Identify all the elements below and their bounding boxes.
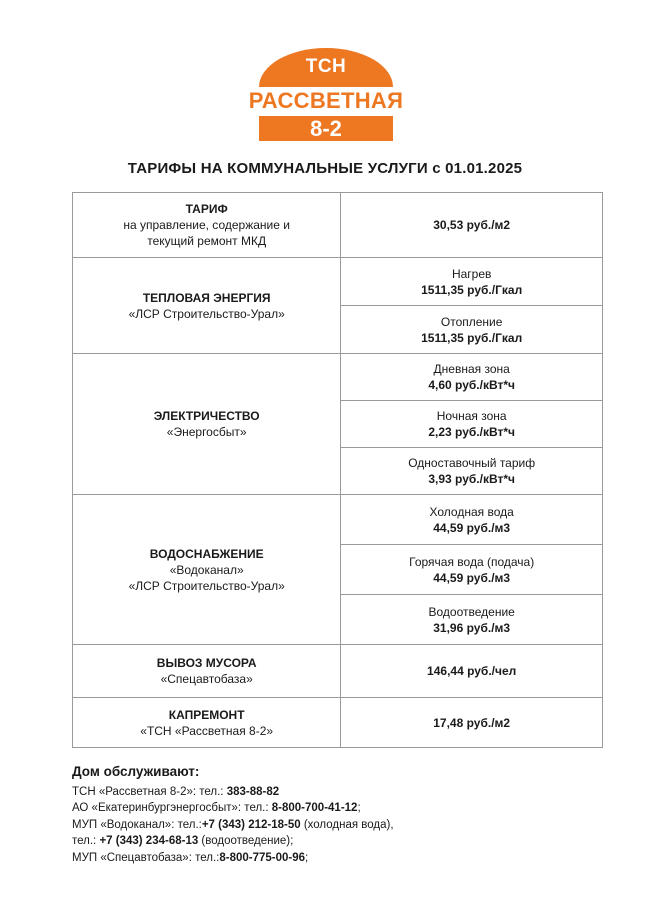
tariff-value: 44,59 руб./м3 — [433, 570, 511, 585]
tariff-value: 1511,35 руб./Гкал — [421, 282, 523, 297]
logo — [226, 48, 426, 144]
contact-line — [72, 850, 394, 867]
tariff-label: Отопление — [440, 314, 503, 329]
value-cell — [341, 401, 603, 448]
tariff-value: 44,59 руб./м3 — [433, 520, 511, 535]
service-name: ЭЛЕКТРИЧЕСТВО — [153, 409, 260, 423]
contact-text: тел.: — [72, 835, 100, 847]
contact-phone: 8-800-700-41-12 — [271, 802, 358, 814]
contact-suffix: ; — [357, 802, 361, 814]
tariff-value: 2,23 руб./кВт*ч — [428, 425, 515, 439]
value-cell — [341, 495, 603, 545]
table-row-water — [73, 495, 603, 545]
logo-number: 8-2 — [259, 116, 393, 141]
contact-phone: 383-88-82 — [226, 785, 280, 798]
contact-text: АО «Екатеринбургэнергосбыт»: тел.: — [72, 802, 272, 814]
contacts-heading: Дом обслуживают: — [72, 764, 200, 779]
tariff-label: Одноставочный тариф — [408, 456, 536, 470]
contact-line — [72, 800, 394, 817]
value-cell — [341, 698, 603, 748]
value-cell — [341, 354, 603, 401]
contact-suffix: ; — [305, 851, 309, 864]
service-cell — [73, 698, 341, 748]
service-cell — [73, 354, 341, 495]
contact-suffix: (холодная вода), — [300, 818, 394, 831]
value-cell — [341, 306, 603, 354]
tariff-value: 31,96 руб./м3 — [433, 620, 511, 635]
service-provider: «ТСН «Рассветная 8-2» — [140, 723, 274, 738]
service-name: КАПРЕМОНТ — [168, 707, 245, 722]
tariff-value: 30,53 руб./м2 — [433, 218, 511, 232]
service-cell — [73, 495, 341, 645]
contact-phone: +7 (343) 234-68-13 — [99, 835, 199, 847]
service-description: текущий ремонт МКД — [147, 234, 267, 248]
service-name: ВЫВОЗ МУСОРА — [156, 656, 257, 670]
service-name: ТЕПЛОВАЯ ЭНЕРГИЯ — [142, 290, 271, 305]
value-cell — [341, 448, 603, 495]
service-cell — [73, 193, 341, 258]
value-cell — [341, 193, 603, 258]
contact-text: МУП «Водоканал»: тел.: — [72, 818, 202, 831]
tariff-value: 4,60 руб./кВт*ч — [428, 378, 515, 392]
tariff-label: Ночная зона — [436, 409, 507, 423]
service-description: на управление, содержание и — [123, 218, 290, 232]
tariff-value: 1511,35 руб./Гкал — [421, 330, 523, 345]
tariff-value: 17,48 руб./м2 — [433, 715, 511, 730]
service-provider: «ЛСР Строительство-Урал» — [128, 578, 285, 593]
contact-line — [72, 784, 394, 801]
contact-phone: +7 (343) 212-18-50 — [201, 818, 301, 831]
tariffs-table — [72, 192, 603, 748]
contacts-section — [72, 764, 394, 866]
service-cell — [73, 258, 341, 354]
tariff-label: Нагрев — [451, 266, 492, 281]
tariff-label: Водоотведение — [428, 604, 515, 619]
table-row-heat — [73, 258, 603, 306]
contact-line — [72, 817, 394, 834]
contact-suffix: (водоотведение); — [198, 835, 294, 847]
tariff-label: Горячая вода (подача) — [409, 554, 535, 569]
service-provider: «Энергосбыт» — [166, 425, 247, 439]
table-row-repair — [73, 698, 603, 748]
service-name: ВОДОСНАБЖЕНИЕ — [149, 546, 264, 561]
contact-text: МУП «Спецавтобаза»: тел.: — [72, 851, 220, 864]
logo-name: РАССВЕТНАЯ — [248, 88, 404, 113]
value-cell — [341, 258, 603, 306]
contact-line — [72, 833, 394, 850]
value-cell — [341, 545, 603, 595]
service-provider: «Водоканал» — [169, 562, 244, 577]
contact-text: ТСН «Рассветная 8-2»: тел.: — [72, 785, 227, 798]
tariff-value: 146,44 руб./чел — [427, 664, 517, 678]
service-provider: «Спецавтобаза» — [160, 672, 253, 686]
contact-phone: 8-800-775-00-96 — [219, 851, 306, 864]
page-title: ТАРИФЫ НА КОММУНАЛЬНЫЕ УСЛУГИ с 01.01.2025 — [127, 160, 523, 177]
table-row-garbage — [73, 645, 603, 698]
table-row-electricity — [73, 354, 603, 401]
tariff-label: Холодная вода — [429, 504, 514, 519]
service-name: ТАРИФ — [185, 202, 228, 216]
tariff-label: Дневная зона — [433, 362, 510, 376]
logo-top-text: ТСН — [305, 56, 347, 77]
service-cell — [73, 645, 341, 698]
value-cell — [341, 645, 603, 698]
value-cell — [341, 595, 603, 645]
table-row-management — [73, 193, 603, 258]
service-provider: «ЛСР Строительство-Урал» — [128, 306, 285, 321]
tariff-value: 3,93 руб./кВт*ч — [428, 472, 515, 486]
